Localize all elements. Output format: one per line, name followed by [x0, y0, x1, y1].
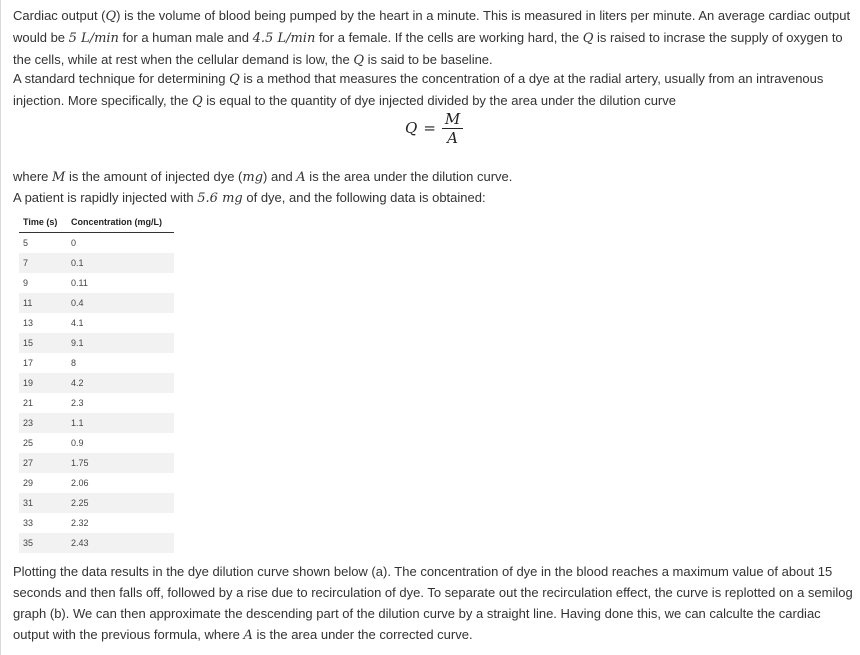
time-cell: 7 [19, 253, 67, 273]
dose-value: 5.6 mg [197, 191, 243, 206]
column-header-concentration: Concentration (mg/L) [67, 215, 174, 233]
concentration-cell: 1.75 [67, 453, 174, 473]
formula-equals: = [423, 119, 436, 137]
time-cell: 33 [23, 518, 34, 528]
intro-text-2: ) is the volume of blood being pumped by the heart in a minute. This is measured in liters per minute. An average cardiac output would be [13, 8, 851, 45]
plotting-text-1: Plotting the data results in the dye dilution curve shown below (a). The concentration of dye in the blood reaches a maximum value of about 15 seconds and then falls off, followed by a rise due to recirculation of dye. To separate out the recirculation effect, the curve is replotted on a semilog graph (b). We can then approximate the descending part of the dilution curve by a straight line. Having done this, we can calculte the cardiac output with the previous formula, where [13, 564, 853, 642]
math-m: M [52, 170, 66, 185]
formula-fraction [442, 110, 463, 147]
time-cell: 5 [23, 238, 29, 248]
table-row [19, 513, 174, 533]
concentration-cell: 2.43 [67, 533, 174, 553]
math-q: Q [353, 53, 365, 68]
concentration-cell: 0.11 [71, 278, 88, 288]
concentration-cell: 2.3 [71, 398, 84, 408]
math-a: A [243, 628, 253, 643]
time-cell: 15 [19, 333, 67, 353]
time-cell: 29 [23, 478, 34, 488]
concentration-cell: 2.32 [71, 518, 89, 528]
where-text-2: is the amount of injected dye ( [65, 169, 243, 184]
math-a: A [296, 170, 306, 185]
table-row [19, 533, 174, 553]
male-output-value: 5 L/min [68, 31, 119, 46]
time-cell: 25 [23, 438, 34, 448]
math-q: Q [229, 72, 240, 87]
concentration-cell: 0.1 [67, 253, 174, 273]
table-row [19, 493, 174, 513]
time-cell: 31 [19, 493, 67, 513]
math-mg: mg [242, 170, 264, 185]
table-row [19, 453, 174, 473]
where-paragraph [13, 166, 859, 188]
time-cell: 19 [19, 373, 67, 393]
table-row [19, 333, 174, 353]
math-q: Q [191, 94, 203, 109]
concentration-cell: 4.2 [67, 373, 174, 393]
technique-text-1: A standard technique for determining [13, 71, 230, 86]
math-q: Q [105, 9, 117, 24]
concentration-cell: 4.1 [71, 318, 84, 328]
table-row [19, 313, 174, 333]
concentration-cell: 0 [71, 238, 77, 248]
concentration-cell: 0.9 [71, 438, 84, 448]
concentration-cell: 0.4 [67, 293, 174, 313]
concentration-cell: 2.06 [71, 478, 89, 488]
intro-text-6: is said to be baseline. [364, 52, 493, 67]
time-cell: 23 [19, 413, 67, 433]
where-text-3: ) and [263, 169, 297, 184]
formula-lhs: Q [405, 119, 418, 137]
time-cell: 35 [19, 533, 67, 553]
time-cell: 27 [19, 453, 67, 473]
intro-text-1: Cardiac output ( [13, 8, 106, 23]
table-row [19, 353, 174, 373]
plotting-text-2: is the area under the corrected curve. [252, 627, 473, 642]
table-row [19, 293, 174, 313]
math-q: Q [582, 31, 594, 46]
patient-text-1: A patient is rapidly injected with [13, 190, 198, 205]
concentration-cell: 1.1 [67, 413, 174, 433]
intro-text-3: for a human male and [118, 30, 253, 45]
female-output-value: 4.5 L/min [252, 31, 316, 46]
where-text-4: is the area under the dilution curve. [305, 169, 513, 184]
table-row [19, 433, 174, 453]
patient-paragraph [13, 187, 859, 209]
intro-paragraph [13, 5, 859, 71]
formula-numerator: M [444, 109, 461, 128]
patient-text-2: of dye, and the following data is obtained: [242, 190, 486, 205]
data-table [19, 215, 174, 553]
table-row [19, 393, 174, 413]
table-body [19, 233, 174, 554]
intro-text-4: for a female. If the cells are working hard, the [315, 30, 583, 45]
formula-denominator: A [447, 128, 458, 147]
time-cell: 13 [23, 318, 34, 328]
table-row [19, 273, 174, 293]
table-row [19, 473, 174, 493]
table-header-row [19, 215, 174, 233]
concentration-cell: 8 [71, 358, 77, 368]
concentration-cell: 9.1 [67, 333, 174, 353]
technique-text-3: is equal to the quantity of dye injected divided by the area under the dilution curve [202, 93, 676, 108]
time-cell: 11 [19, 293, 67, 313]
time-cell: 9 [23, 278, 29, 288]
technique-text-2: is a method that measures the concentration of a dye at the radial artery, usually from an intravenous injection. More specifically, the [13, 71, 824, 108]
concentration-cell: 2.25 [67, 493, 174, 513]
time-cell: 21 [23, 398, 34, 408]
table-row [19, 373, 174, 393]
plotting-paragraph [13, 561, 859, 646]
cardiac-output-formula [405, 106, 463, 150]
intro-text-5: is raised to incrase the supply of oxygen to the cells, while at rest when the cellular demand is low, the [13, 30, 843, 67]
where-text-1: where [13, 169, 53, 184]
table-row [19, 253, 174, 273]
time-cell: 17 [23, 358, 34, 368]
table-row [19, 233, 174, 254]
table-row [19, 413, 174, 433]
column-header-time: Time (s) [19, 215, 67, 233]
